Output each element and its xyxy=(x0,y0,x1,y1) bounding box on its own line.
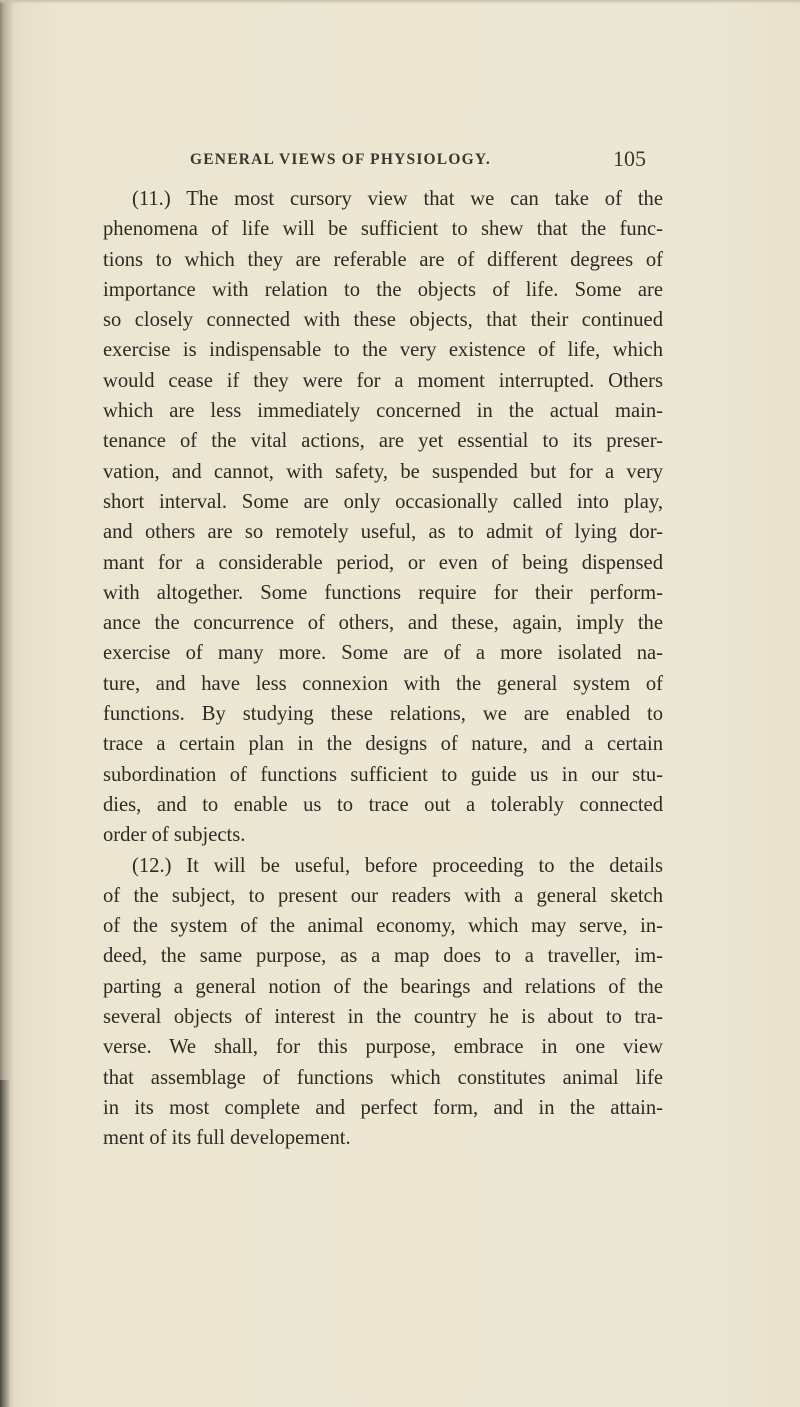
binding-gutter-dark-edge xyxy=(0,1080,10,1407)
text-line: several objects of interest in the country he is about to tra- xyxy=(103,1006,663,1029)
paragraph-12 xyxy=(103,851,663,1154)
text-line: of the system of the animal economy, which may serve, in- xyxy=(103,915,663,938)
text-line: tenance of the vital actions, are yet essential to its preser- xyxy=(103,430,663,453)
page-top-edge xyxy=(0,0,800,4)
paragraph-11 xyxy=(103,184,663,851)
text-line: mant for a considerable period, or even of being dispensed xyxy=(103,551,663,574)
page-number: 105 xyxy=(613,146,646,171)
text-line: importance with relation to the objects of life. Some are xyxy=(103,278,663,301)
text-line: order of subjects. xyxy=(103,824,246,847)
text-line: exercise is indispensable to the very existence of life, which xyxy=(103,339,663,362)
text-line: dies, and to enable us to trace out a tolerably connected xyxy=(103,793,663,816)
running-head xyxy=(190,147,660,177)
text-line: ance the concurrence of others, and these, again, imply the xyxy=(103,612,663,635)
running-head-title: GENERAL VIEWS OF PHYSIOLOGY. xyxy=(190,151,491,168)
text-line: which are less immediately concerned in the actual main- xyxy=(103,400,663,423)
text-line: trace a certain plan in the designs of nature, and a certain xyxy=(103,733,663,756)
text-line: functions. By studying these relations, we are enabled to xyxy=(103,703,663,726)
text-line: (12.) It will be useful, before proceeding to the details xyxy=(132,854,663,877)
body-text xyxy=(103,184,663,1154)
text-line: that assemblage of functions which constitutes animal life xyxy=(103,1066,663,1089)
text-line: short interval. Some are only occasionally called into play, xyxy=(103,490,663,513)
text-line: deed, the same purpose, as a map does to a traveller, im- xyxy=(103,945,663,968)
text-line: in its most complete and perfect form, and in the attain- xyxy=(103,1096,663,1119)
text-line: subordination of functions sufficient to guide us in our stu- xyxy=(103,763,663,786)
text-line: (11.) The most cursory view that we can take of the xyxy=(132,188,663,210)
text-line: ment of its full developement. xyxy=(103,1127,351,1150)
text-line: would cease if they were for a moment interrupted. Others xyxy=(103,369,663,392)
text-line: verse. We shall, for this purpose, embrace in one view xyxy=(103,1036,663,1059)
text-line: ture, and have less connexion with the general system of xyxy=(103,672,663,695)
text-line: exercise of many more. Some are of a more isolated na- xyxy=(103,642,663,665)
text-line: parting a general notion of the bearings and relations of the xyxy=(103,975,663,998)
text-line: of the subject, to present our readers with a general sketch xyxy=(103,884,663,907)
text-line: phenomena of life will be sufficient to shew that the func- xyxy=(103,218,663,241)
text-line: vation, and cannot, with safety, be suspended but for a very xyxy=(103,460,663,483)
text-line: with altogether. Some functions require for their perform- xyxy=(103,581,663,604)
text-line: so closely connected with these objects, that their continued xyxy=(103,309,663,332)
text-line: and others are so remotely useful, as to admit of lying dor- xyxy=(103,521,663,544)
text-line: tions to which they are referable are of different degrees of xyxy=(103,248,663,271)
